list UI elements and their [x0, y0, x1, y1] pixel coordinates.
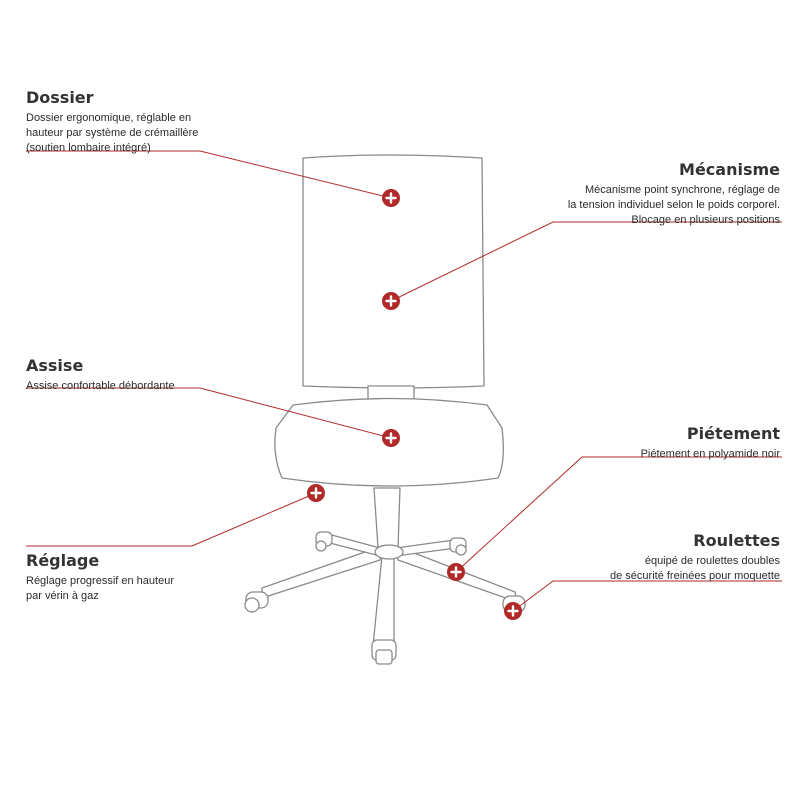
- base-arm-back-right: [396, 540, 456, 556]
- annotation-text: Piétement en polyamide noir: [640, 448, 780, 460]
- annotation-text: la tension individuel selon le poids corporel.: [567, 199, 780, 211]
- annotation-text: Dossier ergonomique, réglable en: [26, 112, 192, 124]
- annotation-dossier: [26, 88, 286, 156]
- gas-lift-column: [374, 488, 400, 548]
- hotspot-pietement[interactable]: [447, 563, 465, 581]
- leader-line-roulettes: [513, 581, 782, 611]
- hotspot-mecanisme[interactable]: [382, 292, 400, 310]
- annotation-title: Dossier: [26, 88, 94, 107]
- annotation-title: Assise: [26, 356, 84, 375]
- annotation-title: Mécanisme: [679, 160, 780, 179]
- base-arm-back-left: [326, 534, 380, 556]
- annotation-text: Réglage progressif en hauteur: [26, 575, 174, 587]
- leader-line-reglage: [26, 493, 316, 546]
- annotation-text: hauteur par système de crémaillère: [26, 127, 199, 139]
- caster-front: [372, 640, 396, 664]
- annotation-title: Réglage: [26, 551, 100, 570]
- annotation-text: de sécurité freinées pour moquette: [610, 570, 780, 582]
- hotspot-reglage[interactable]: [307, 484, 325, 502]
- caster-back-right: [450, 538, 466, 555]
- base-arm-front: [373, 556, 394, 646]
- annotation-assise: [26, 356, 286, 394]
- annotation-text: Assise confortable débordante: [26, 380, 175, 392]
- annotation-title: Piétement: [686, 424, 780, 443]
- annotation-title: Roulettes: [693, 531, 780, 550]
- annotation-text: équipé de roulettes doubles: [644, 555, 780, 567]
- annotation-text: par vérin à gaz: [26, 590, 99, 602]
- annotation-text: Blocage en plusieurs positions: [631, 214, 780, 226]
- annotation-text: (soutien lombaire intégré): [26, 142, 151, 154]
- base-hub: [375, 545, 403, 559]
- hotspot-assise[interactable]: [382, 429, 400, 447]
- caster-back-left: [316, 532, 332, 551]
- hotspot-dossier[interactable]: [382, 189, 400, 207]
- annotation-pietement: [520, 424, 780, 462]
- annotation-mecanisme: [520, 160, 780, 228]
- annotation-reglage: [26, 551, 286, 604]
- annotation-roulettes: [520, 531, 780, 584]
- hotspot-roulettes[interactable]: [504, 602, 522, 620]
- chair-illustration: [245, 155, 525, 664]
- annotation-text: Mécanisme point synchrone, réglage de: [584, 184, 780, 196]
